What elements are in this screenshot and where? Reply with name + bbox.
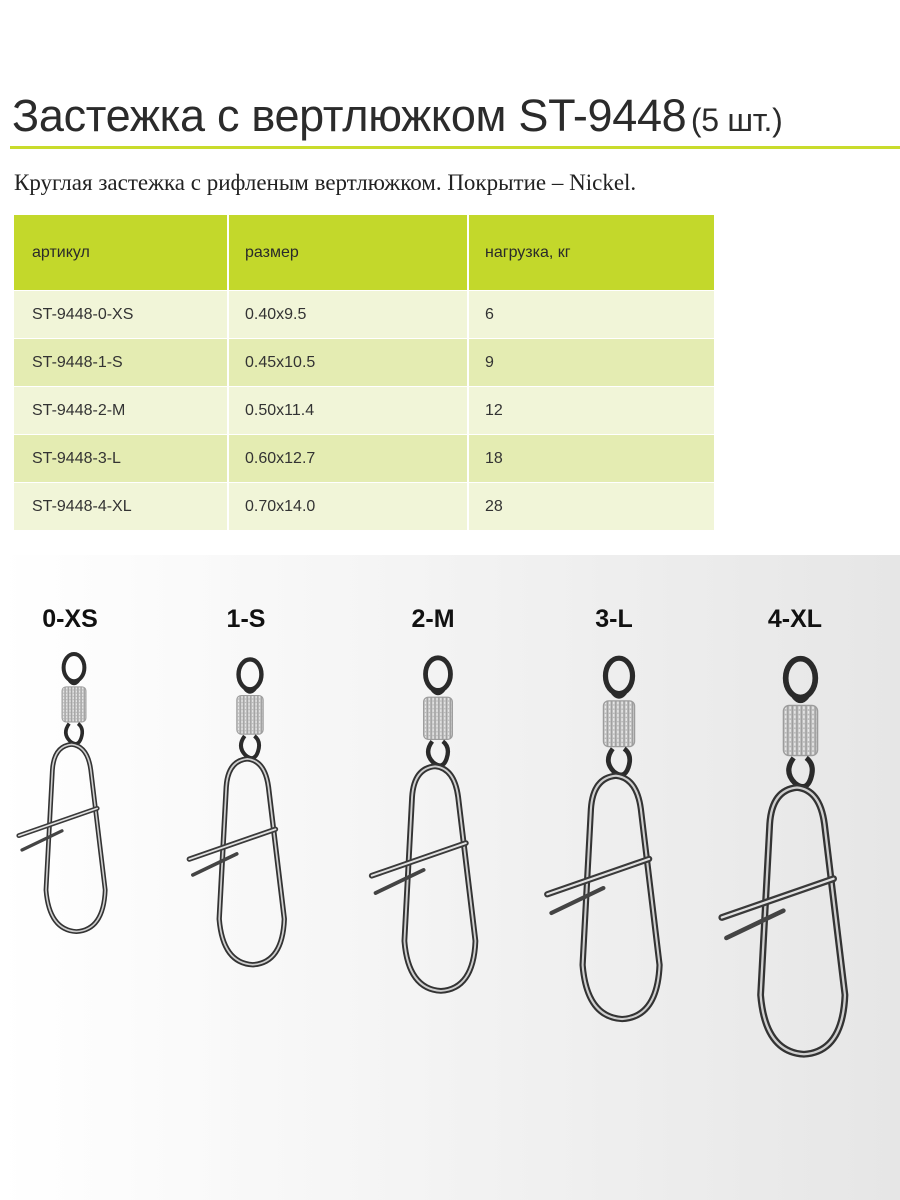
snap-swivel-icon — [14, 650, 126, 954]
size-label-xs: 0-XS — [42, 605, 98, 633]
cell-load: 18 — [485, 449, 503, 467]
cell-size: 0.45x10.5 — [229, 339, 469, 386]
col-header-article: артикул — [14, 215, 229, 290]
col-header-size: размер — [229, 215, 469, 290]
cell-size: 0.70x14.0 — [229, 483, 469, 530]
cell-article: ST-9448-4-XL — [14, 483, 229, 530]
cell-load: 28 — [485, 497, 503, 515]
cell-article: ST-9448-1-S — [14, 339, 229, 386]
table-row — [14, 338, 714, 386]
cell-size: 0.40x9.5 — [229, 291, 469, 338]
size-label-s: 1-S — [226, 605, 266, 633]
cell-load: 12 — [485, 401, 503, 419]
title-quantity: (5 шт.) — [690, 102, 783, 138]
title-underline — [10, 146, 900, 149]
cell-size: 0.60x12.7 — [229, 435, 469, 482]
cell-size: 0.50x11.4 — [229, 387, 469, 434]
size-label-l: 3-L — [595, 605, 633, 633]
cell-article: ST-9448-3-L — [14, 435, 229, 482]
product-description: Круглая застежка с рифленым вертлюжком. Покрытие – Nickel. — [14, 170, 637, 195]
size-label-xl: 4-XL — [767, 605, 823, 633]
size-label-m: 2-M — [411, 605, 455, 633]
table-row — [14, 434, 714, 482]
title-area — [12, 88, 900, 150]
table-row — [14, 290, 714, 338]
snap-swivel-icon — [184, 655, 307, 989]
snap-swivel-icon — [541, 653, 687, 1048]
cell-article: ST-9448-0-XS — [14, 291, 229, 338]
product-gallery — [0, 555, 900, 1200]
cell-load: 6 — [485, 305, 494, 323]
snap-swivel-icon — [366, 653, 500, 1018]
table-row — [14, 386, 714, 434]
col-header-load: нагрузка, кг — [485, 243, 571, 261]
table-row — [14, 482, 714, 530]
spec-table — [14, 215, 714, 530]
table-header — [14, 215, 714, 290]
cell-article: ST-9448-2-M — [14, 387, 229, 434]
cell-load: 9 — [485, 353, 494, 371]
snap-swivel-icon — [715, 653, 875, 1086]
page-title: Застежка с вертлюжком ST-9448 — [12, 90, 687, 141]
